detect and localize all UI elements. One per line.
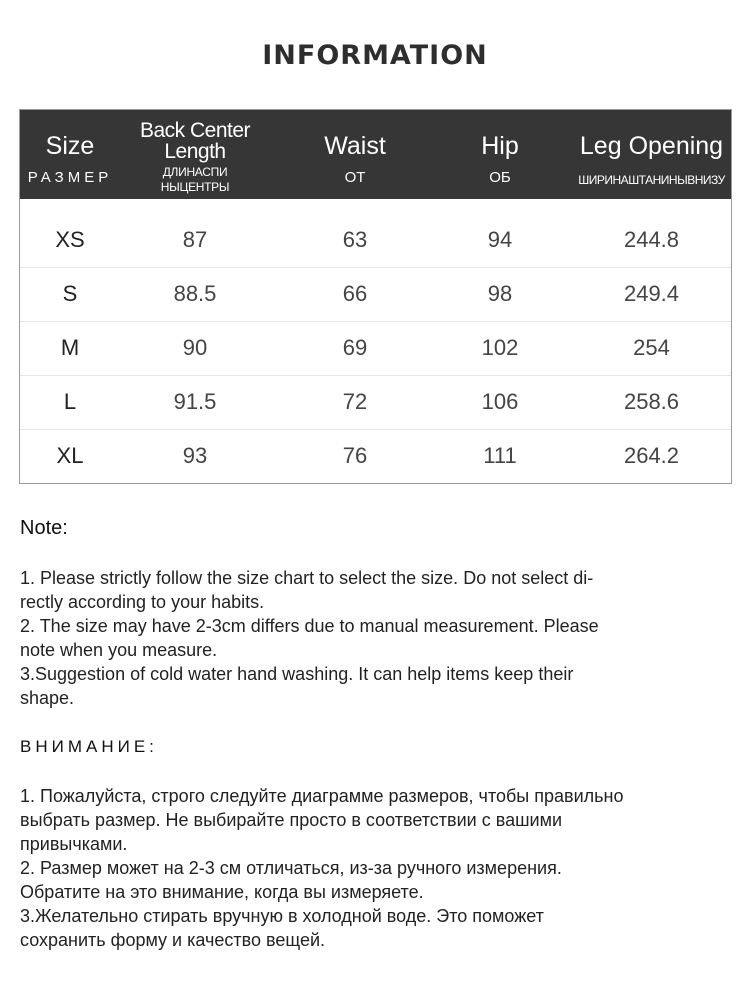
header-back-center-length-sub-line1: ДЛИНАСПИ [162, 165, 228, 179]
header-back-center-length-sublabel [125, 165, 265, 195]
header-leg-opening [570, 110, 733, 199]
cell-leg-opening: 244.8 [623, 227, 680, 252]
cell-back-center-length: 91.5 [173, 389, 217, 414]
cell-back-center-length: 88.5 [173, 281, 217, 306]
note-line: 1. Please strictly follow the size chart to select the size. Do not select di- [20, 568, 594, 588]
note-line: 3.Suggestion of cold water hand washing. It can help items keep their [20, 664, 574, 684]
cell-back-center-length: 93 [182, 443, 208, 468]
header-hip-sublabel: ОБ [489, 169, 511, 186]
header-waist [280, 110, 430, 199]
header-back-center-length [125, 110, 265, 199]
cell-hip: 106 [481, 389, 519, 414]
cell-leg-opening: 254 [633, 335, 670, 360]
cell-leg-opening: 258.6 [623, 389, 680, 414]
cell-waist: 72 [342, 389, 368, 414]
table-row [20, 267, 731, 322]
cell-hip: 111 [483, 443, 517, 468]
table-row [20, 213, 731, 268]
table-row [20, 429, 731, 483]
header-waist-sublabel: ОТ [344, 169, 366, 186]
note-line: 2. The size may have 2-3cm differs due to manual measurement. Please [20, 616, 599, 636]
note-heading-ru: ВНИМАНИЕ: [20, 737, 158, 756]
note-line: привычками. [20, 834, 128, 854]
header-back-center-length-line2: Length [164, 140, 226, 163]
cell-waist: 69 [342, 335, 368, 360]
note-line: shape. [20, 688, 75, 708]
header-hip-label: Hip [481, 132, 519, 160]
header-leg-opening-sublabel: ШИРИНАШТАНИНЫВНИЗУ [578, 173, 725, 187]
note-line: 3.Желательно стирать вручную в холодной воде. Это поможет [20, 906, 544, 926]
header-waist-label: Waist [324, 132, 386, 160]
header-back-center-length-line1: Back Center [139, 119, 251, 142]
cell-back-center-length: 90 [182, 335, 208, 360]
table-header [20, 110, 731, 199]
note-line: Обратите на это внимание, когда вы измеряете. [20, 882, 424, 902]
cell-size: L [63, 389, 77, 414]
table-row [20, 375, 731, 430]
header-back-center-length-sub-line2: НЫЦЕНТРЫ [160, 180, 230, 194]
note-line: note when you measure. [20, 640, 218, 660]
cell-hip: 102 [481, 335, 519, 360]
header-size-sublabel: РАЗМЕР [27, 169, 113, 186]
header-size [20, 110, 120, 199]
cell-waist: 63 [342, 227, 368, 252]
cell-size: S [62, 281, 78, 306]
size-table [19, 109, 732, 484]
header-hip [430, 110, 570, 199]
note-line: сохранить форму и качество вещей. [20, 930, 326, 950]
note-heading-en: Note: [20, 517, 68, 539]
cell-back-center-length: 87 [182, 227, 208, 252]
cell-leg-opening: 264.2 [623, 443, 680, 468]
note-line: 2. Размер может на 2-3 см отличаться, из-за ручного измерения. [20, 858, 562, 878]
cell-hip: 94 [487, 227, 513, 252]
note-line: выбрать размер. Не выбирайте просто в соответствии с вашими [20, 810, 563, 830]
note-body-en [20, 566, 720, 710]
cell-size: M [60, 335, 80, 360]
table-row [20, 321, 731, 376]
cell-leg-opening: 249.4 [623, 281, 680, 306]
cell-waist: 66 [342, 281, 368, 306]
cell-waist: 76 [342, 443, 368, 468]
cell-size: XL [56, 443, 84, 468]
header-leg-opening-label: Leg Opening [579, 132, 724, 160]
header-back-center-length-label [125, 120, 265, 162]
note-line: 1. Пожалуйста, строго следуйте диаграмме размеров, чтобы правильно [20, 786, 624, 806]
header-size-label: Size [45, 132, 95, 160]
page-title: INFORMATION [262, 40, 488, 71]
cell-hip: 98 [487, 281, 513, 306]
note-body-ru [20, 784, 720, 952]
note-line: rectly according to your habits. [20, 592, 265, 612]
cell-size: XS [55, 227, 85, 252]
